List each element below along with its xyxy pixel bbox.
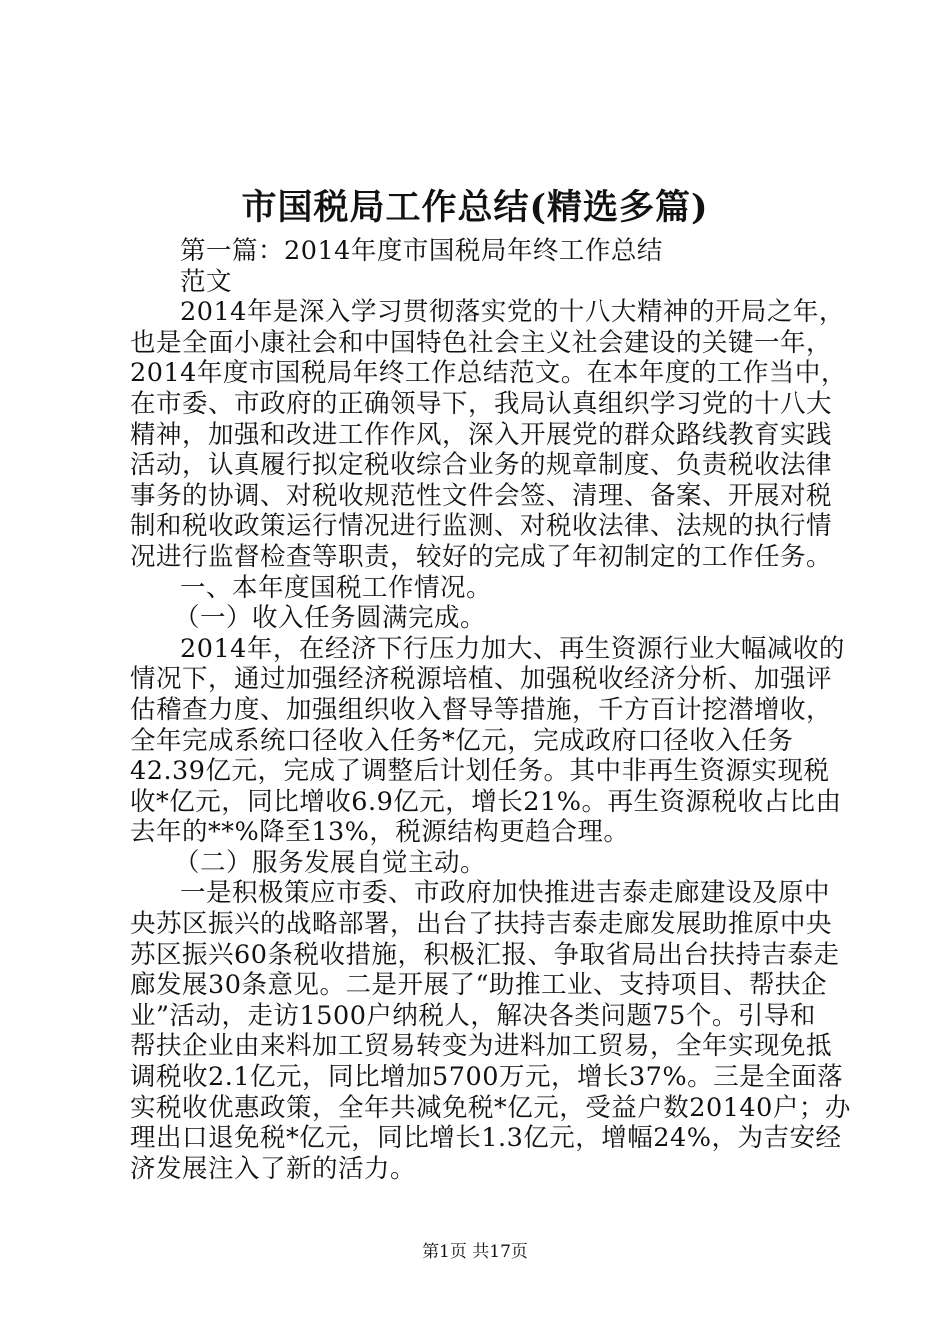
text-line: 活动，认真履行拟定税收综合业务的规章制度、负责税收法律: [130, 450, 833, 481]
text-line: 收*亿元，同比增收6.9亿元，增长21%。再生资源税收占比由: [130, 786, 842, 817]
text-line: 央苏区振兴的战略部署，出台了扶持吉泰走廊发展助推原中央: [130, 909, 833, 940]
text-line: 估稽查力度、加强组织收入督导等措施，千方百计挖潜增收，: [130, 694, 833, 725]
document-title: 市国税局工作总结(精选多篇): [241, 187, 709, 228]
text-line: 全年完成系统口径收入任务*亿元，完成政府口径收入任务: [130, 725, 794, 756]
section-heading: 一、本年度国税工作情况。: [180, 572, 493, 603]
text-line: 也是全面小康社会和中国特色社会主义社会建设的关键一年，: [130, 327, 833, 358]
text-line: 调税收2.1亿元，同比增加5700万元，增长37%。三是全面落: [130, 1062, 844, 1093]
document-body: [130, 236, 851, 1184]
text-line: 情况下，通过加强经济税源培植、加强税收经济分析、加强评: [130, 664, 833, 695]
text-line: 事务的协调、对税收规范性文件会签、清理、备案、开展对税: [130, 480, 833, 511]
text-line: 实税收优惠政策，全年共减免税*亿元，受益户数20140户；办: [130, 1092, 851, 1123]
text-line: 42.39亿元，完成了调整后计划任务。其中非再生资源实现税: [130, 756, 830, 787]
text-line: 精神，加强和改进工作作风，深入开展党的群众路线教育实践: [130, 419, 833, 450]
text-line: 第一篇：2014年度市国税局年终工作总结: [180, 236, 663, 266]
text-line: 况进行监督检查等职责，较好的完成了年初制定的工作任务。: [130, 541, 833, 572]
text-line: 2014年是深入学习贯彻落实党的十八大精神的开局之年，: [180, 297, 845, 328]
text-line: 在市委、市政府的正确领导下，我局认真组织学习党的十八大: [130, 388, 833, 419]
text-line: 廊发展30条意见。二是开展了“助推工业、支持项目、帮扶企: [130, 970, 827, 1001]
subsection-heading: （一）收入任务圆满完成。: [174, 603, 487, 634]
text-line: 济发展注入了新的活力。: [130, 1153, 417, 1184]
text-line: 制和税收政策运行情况进行监测、对税收法律、法规的执行情: [130, 511, 833, 542]
text-line: 2014年，在经济下行压力加大、再生资源行业大幅减收的: [180, 633, 845, 664]
text-line: 去年的**%降至13%，税源结构更趋合理。: [130, 817, 630, 848]
text-line: 帮扶企业由来料加工贸易转变为进料加工贸易，全年实现免抵: [130, 1031, 833, 1062]
text-line: 苏区振兴60条税收措施，积极汇报、争取省局出台扶持吉泰走: [130, 939, 840, 970]
text-line: 业”活动，走访1500户纳税人，解决各类问题75个。引导和: [130, 1000, 816, 1031]
subsection-heading: （二）服务发展自觉主动。: [174, 847, 487, 878]
text-line: 范文: [180, 266, 233, 297]
text-line: 理出口退免税*亿元，同比增长1.3亿元，增幅24%，为吉安经: [130, 1123, 842, 1154]
text-line: 一是积极策应市委、市政府加快推进吉泰走廊建设及原中: [180, 878, 831, 909]
page-footer: 第1页 共17页: [422, 1242, 528, 1262]
text-line: 2014年度市国税局年终工作总结范文。在本年度的工作当中，: [130, 358, 847, 389]
